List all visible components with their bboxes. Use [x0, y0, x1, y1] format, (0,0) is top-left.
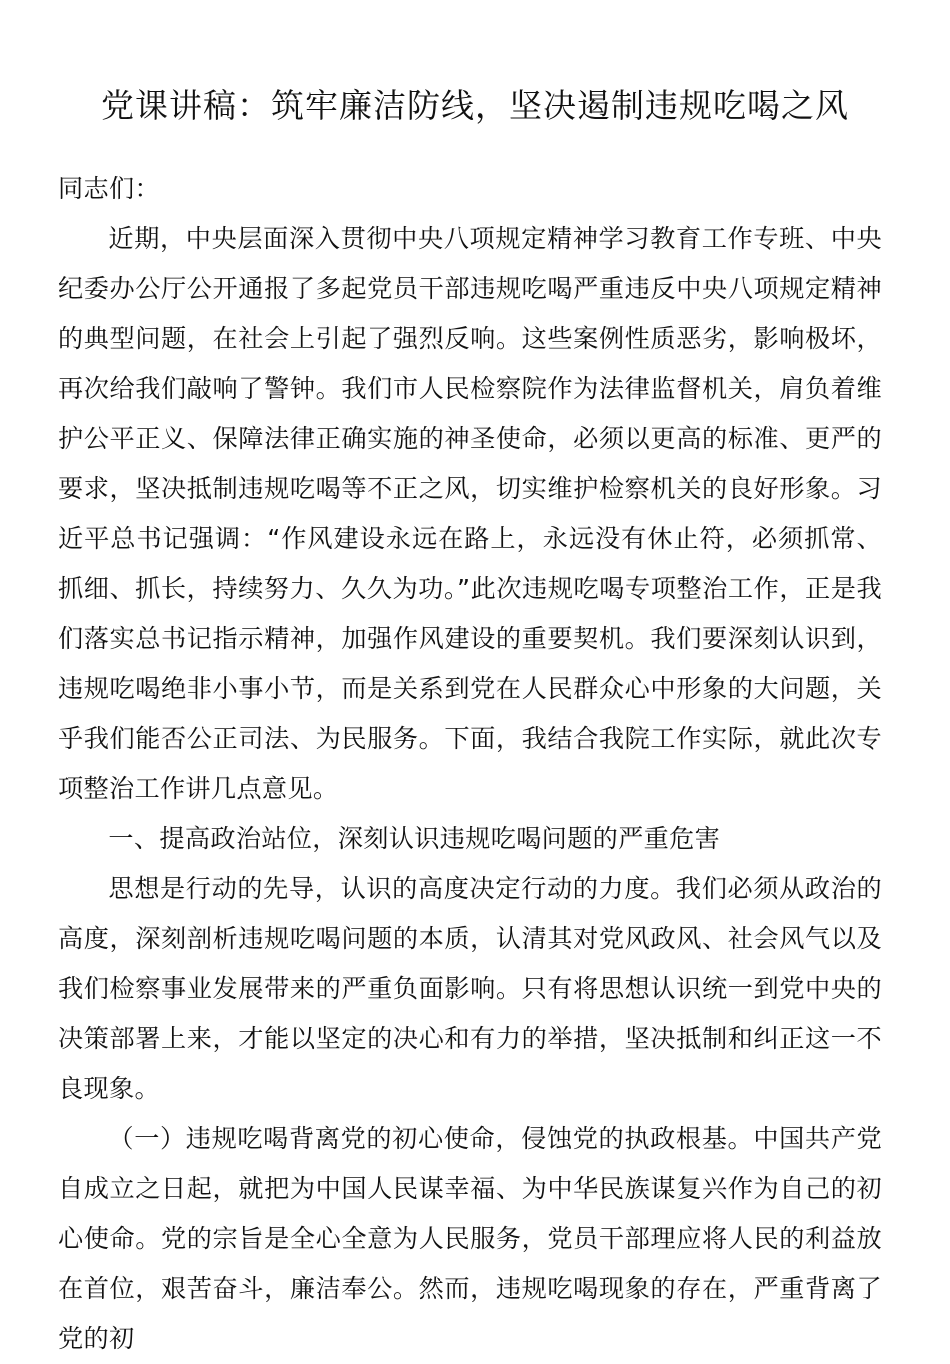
paragraph-intro: 近期，中央层面深入贯彻中央八项规定精神学习教育工作专班、中央纪委办公厅公开通报了多起党员干部违规吃喝严重违反中央八项规定精神的典型问题，在社会上引起了强烈反响。这些案例性质恶劣，影响极坏，再次给我们敲响了警钟。我们市人民检察院作为法律监督机关，肩负着维护公平正义、保障法律正确实施的神圣使命，必须以更高的标准、更严的要求，坚决抵制违规吃喝等不正之风，切实维护检察机关的良好形象。习近平总书记强调：“作风建设永远在路上，永远没有休止符，必须抓常、抓细、抓长，持续努力、久久为功。”此次违规吃喝专项整治工作，正是我们落实总书记指示精神，加强作风建设的重要契机。我们要深刻认识到，违规吃喝绝非小事小节，而是关系到党在人民群众心中形象的大问题，关乎我们能否公正司法、为民服务。下面，我结合我院工作实际，就此次专项整治工作讲几点意见。: [58, 224, 882, 803]
paragraph-subsection-1: （一）违规吃喝背离党的初心使命，侵蚀党的执政根基。中国共产党自成立之日起，就把为中国人民谋幸福、为中华民族谋复兴作为自己的初心使命。党的宗旨是全心全意为人民服务，党员干部理应将人民的利益放在首位，艰苦奋斗，廉洁奉公。然而，违规吃喝现象的存在，严重背离了党的初: [58, 1124, 882, 1353]
salutation: 同志们：: [58, 174, 160, 203]
document-title: 党课讲稿：筑牢廉洁防线，坚决遏制违规吃喝之风: [101, 86, 849, 126]
section-heading-1: 一、提高政治站位，深刻认识违规吃喝问题的严重危害: [108, 824, 721, 853]
document-body: [58, 164, 882, 1364]
paragraph-section-1: 思想是行动的先导，认识的高度决定行动的力度。我们必须从政治的高度，深刻剖析违规吃喝问题的本质，认清其对党风政风、社会风气以及我们检察事业发展带来的严重负面影响。只有将思想认识统一到党中央的决策部署上来，才能以坚定的决心和有力的举措，坚决抵制和纠正这一不良现象。: [58, 874, 882, 1103]
